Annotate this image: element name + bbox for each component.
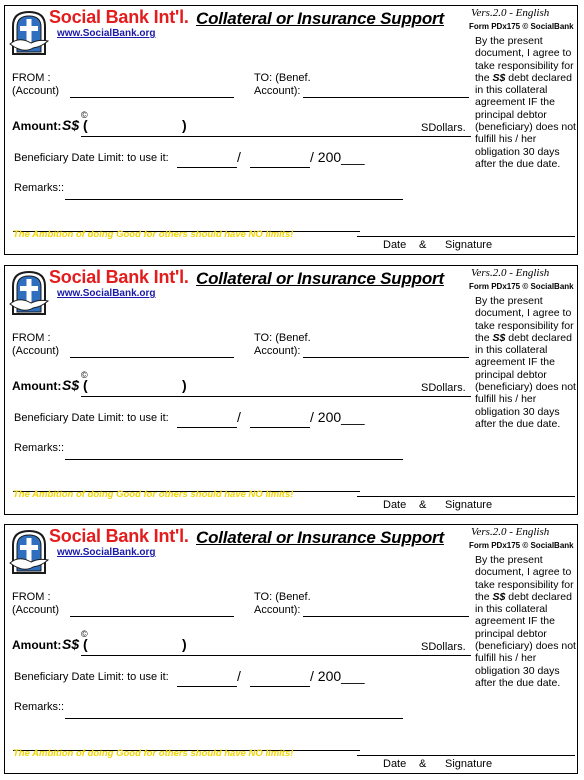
signature-amp: & <box>419 758 427 770</box>
from-label: FROM : <box>12 72 51 84</box>
motto: The Ambition of doing Good for others should have NO limits! <box>13 748 294 759</box>
currency-word: SDollars. <box>421 641 466 653</box>
collateral-form <box>4 265 578 515</box>
signature-line[interactable] <box>357 236 575 237</box>
form-version: Vers.2.0 - English <box>471 526 550 538</box>
amount-field[interactable] <box>81 136 471 137</box>
date-separator: / <box>237 409 241 425</box>
signature-date-label: Date <box>383 239 407 251</box>
date-limit-month-field[interactable] <box>250 167 310 168</box>
bank-logo-icon <box>9 529 49 575</box>
agreement-currency: S$ <box>492 71 506 84</box>
bank-name: Social Bank Int'l. <box>49 526 189 546</box>
amount-label: Amount: <box>12 638 62 652</box>
date-limit-label: Beneficiary Date Limit: to use it: <box>14 412 169 424</box>
to-account-field[interactable] <box>303 616 469 617</box>
copyright-mark: © <box>81 629 88 639</box>
signature-label: Signature <box>445 239 493 251</box>
agreement-text-end: debt declared in this collateral agreement IF the principal debtor (beneficiary) does not fulfill his / her obligation 30 days after the due date. <box>475 331 576 430</box>
collateral-form <box>4 524 578 774</box>
date-limit-label: Beneficiary Date Limit: to use it: <box>14 671 169 683</box>
remarks-label: Remarks:: <box>14 182 65 194</box>
agreement-text <box>475 554 577 689</box>
bank-name: Social Bank Int'l. <box>49 267 189 287</box>
date-limit-year-field[interactable]: / 200___ <box>310 149 365 165</box>
agreement-currency: S$ <box>492 590 506 603</box>
amount-paren-open: ( <box>83 636 88 652</box>
amount-label: Amount: <box>12 379 62 393</box>
date-limit-year-field[interactable]: / 200___ <box>310 409 365 425</box>
bank-website-link[interactable]: www.SocialBank.org <box>57 288 156 299</box>
remarks-field[interactable] <box>65 459 403 460</box>
form-title: Collateral or Insurance Support <box>196 269 444 288</box>
bank-logo-icon <box>9 10 49 56</box>
currency-word: SDollars. <box>421 382 466 394</box>
date-limit-year-field[interactable]: / 200___ <box>310 668 365 684</box>
signature-label: Signature <box>445 499 493 511</box>
from-account-label: (Account) <box>12 345 60 357</box>
remarks-field[interactable] <box>65 199 403 200</box>
form-version: Vers.2.0 - English <box>471 7 550 19</box>
date-limit-day-field[interactable] <box>177 167 237 168</box>
to-account-label: Account): <box>254 345 301 357</box>
signature-date-label: Date <box>383 499 407 511</box>
remarks-field[interactable] <box>65 718 403 719</box>
agreement-text-start: By the present document, I agree to take responsibility for the <box>475 35 574 84</box>
amount-field[interactable] <box>81 655 471 656</box>
date-separator: / <box>237 668 241 684</box>
to-label: TO: (Benef. <box>254 332 311 344</box>
motto: The Ambition of doing Good for others should have NO limits! <box>13 229 294 240</box>
from-account-field[interactable] <box>70 97 234 98</box>
agreement-text-start: By the present document, I agree to take responsibility for the <box>475 554 574 603</box>
form-code: Form PDx175 © SocialBank <box>469 541 574 550</box>
agreement-text <box>475 295 577 430</box>
to-account-field[interactable] <box>303 357 469 358</box>
from-account-field[interactable] <box>70 616 234 617</box>
agreement-text <box>475 35 577 170</box>
amount-paren-close: ) <box>182 636 187 652</box>
bank-website-link[interactable]: www.SocialBank.org <box>57 547 156 558</box>
agreement-text-start: By the present document, I agree to take responsibility for the <box>475 295 574 344</box>
agreement-text-end: debt declared in this collateral agreement IF the principal debtor (beneficiary) does not fulfill his / her obligation 30 days after the due date. <box>475 71 576 170</box>
to-label: TO: (Benef. <box>254 72 311 84</box>
amount-paren-open: ( <box>83 377 88 393</box>
from-label: FROM : <box>12 591 51 603</box>
agreement-text-end: debt declared in this collateral agreement IF the principal debtor (beneficiary) does not fulfill his / her obligation 30 days after the due date. <box>475 590 576 689</box>
signature-label: Signature <box>445 758 493 770</box>
from-account-label: (Account) <box>12 604 60 616</box>
from-label: FROM : <box>12 332 51 344</box>
to-label: TO: (Benef. <box>254 591 311 603</box>
currency-symbol: S$ <box>62 636 80 652</box>
signature-date-label: Date <box>383 758 407 770</box>
currency-symbol: S$ <box>62 377 80 393</box>
amount-paren-close: ) <box>182 377 187 393</box>
from-account-field[interactable] <box>70 357 234 358</box>
to-account-label: Account): <box>254 85 301 97</box>
motto: The Ambition of doing Good for others should have NO limits! <box>13 489 294 500</box>
amount-field[interactable] <box>81 396 471 397</box>
remarks-label: Remarks:: <box>14 701 65 713</box>
form-title: Collateral or Insurance Support <box>196 9 444 28</box>
signature-line[interactable] <box>357 755 575 756</box>
amount-paren-close: ) <box>182 117 187 133</box>
date-limit-month-field[interactable] <box>250 686 310 687</box>
currency-word: SDollars. <box>421 122 466 134</box>
date-limit-day-field[interactable] <box>177 686 237 687</box>
from-account-label: (Account) <box>12 85 60 97</box>
copyright-mark: © <box>81 110 88 120</box>
date-limit-month-field[interactable] <box>250 427 310 428</box>
signature-amp: & <box>419 499 427 511</box>
currency-symbol: S$ <box>62 117 80 133</box>
collateral-form <box>4 5 578 255</box>
form-code: Form PDx175 © SocialBank <box>469 282 574 291</box>
bank-name: Social Bank Int'l. <box>49 7 189 27</box>
to-account-field[interactable] <box>303 97 469 98</box>
date-separator: / <box>237 149 241 165</box>
amount-label: Amount: <box>12 119 62 133</box>
bank-logo-icon <box>9 270 49 316</box>
signature-line[interactable] <box>357 496 575 497</box>
remarks-label: Remarks:: <box>14 442 65 454</box>
signature-amp: & <box>419 239 427 251</box>
agreement-currency: S$ <box>492 331 506 344</box>
amount-paren-open: ( <box>83 117 88 133</box>
to-account-label: Account): <box>254 604 301 616</box>
bank-website-link[interactable]: www.SocialBank.org <box>57 28 156 39</box>
form-code: Form PDx175 © SocialBank <box>469 22 574 31</box>
form-version: Vers.2.0 - English <box>471 267 550 279</box>
date-limit-day-field[interactable] <box>177 427 237 428</box>
copyright-mark: © <box>81 370 88 380</box>
date-limit-label: Beneficiary Date Limit: to use it: <box>14 152 169 164</box>
form-title: Collateral or Insurance Support <box>196 528 444 547</box>
